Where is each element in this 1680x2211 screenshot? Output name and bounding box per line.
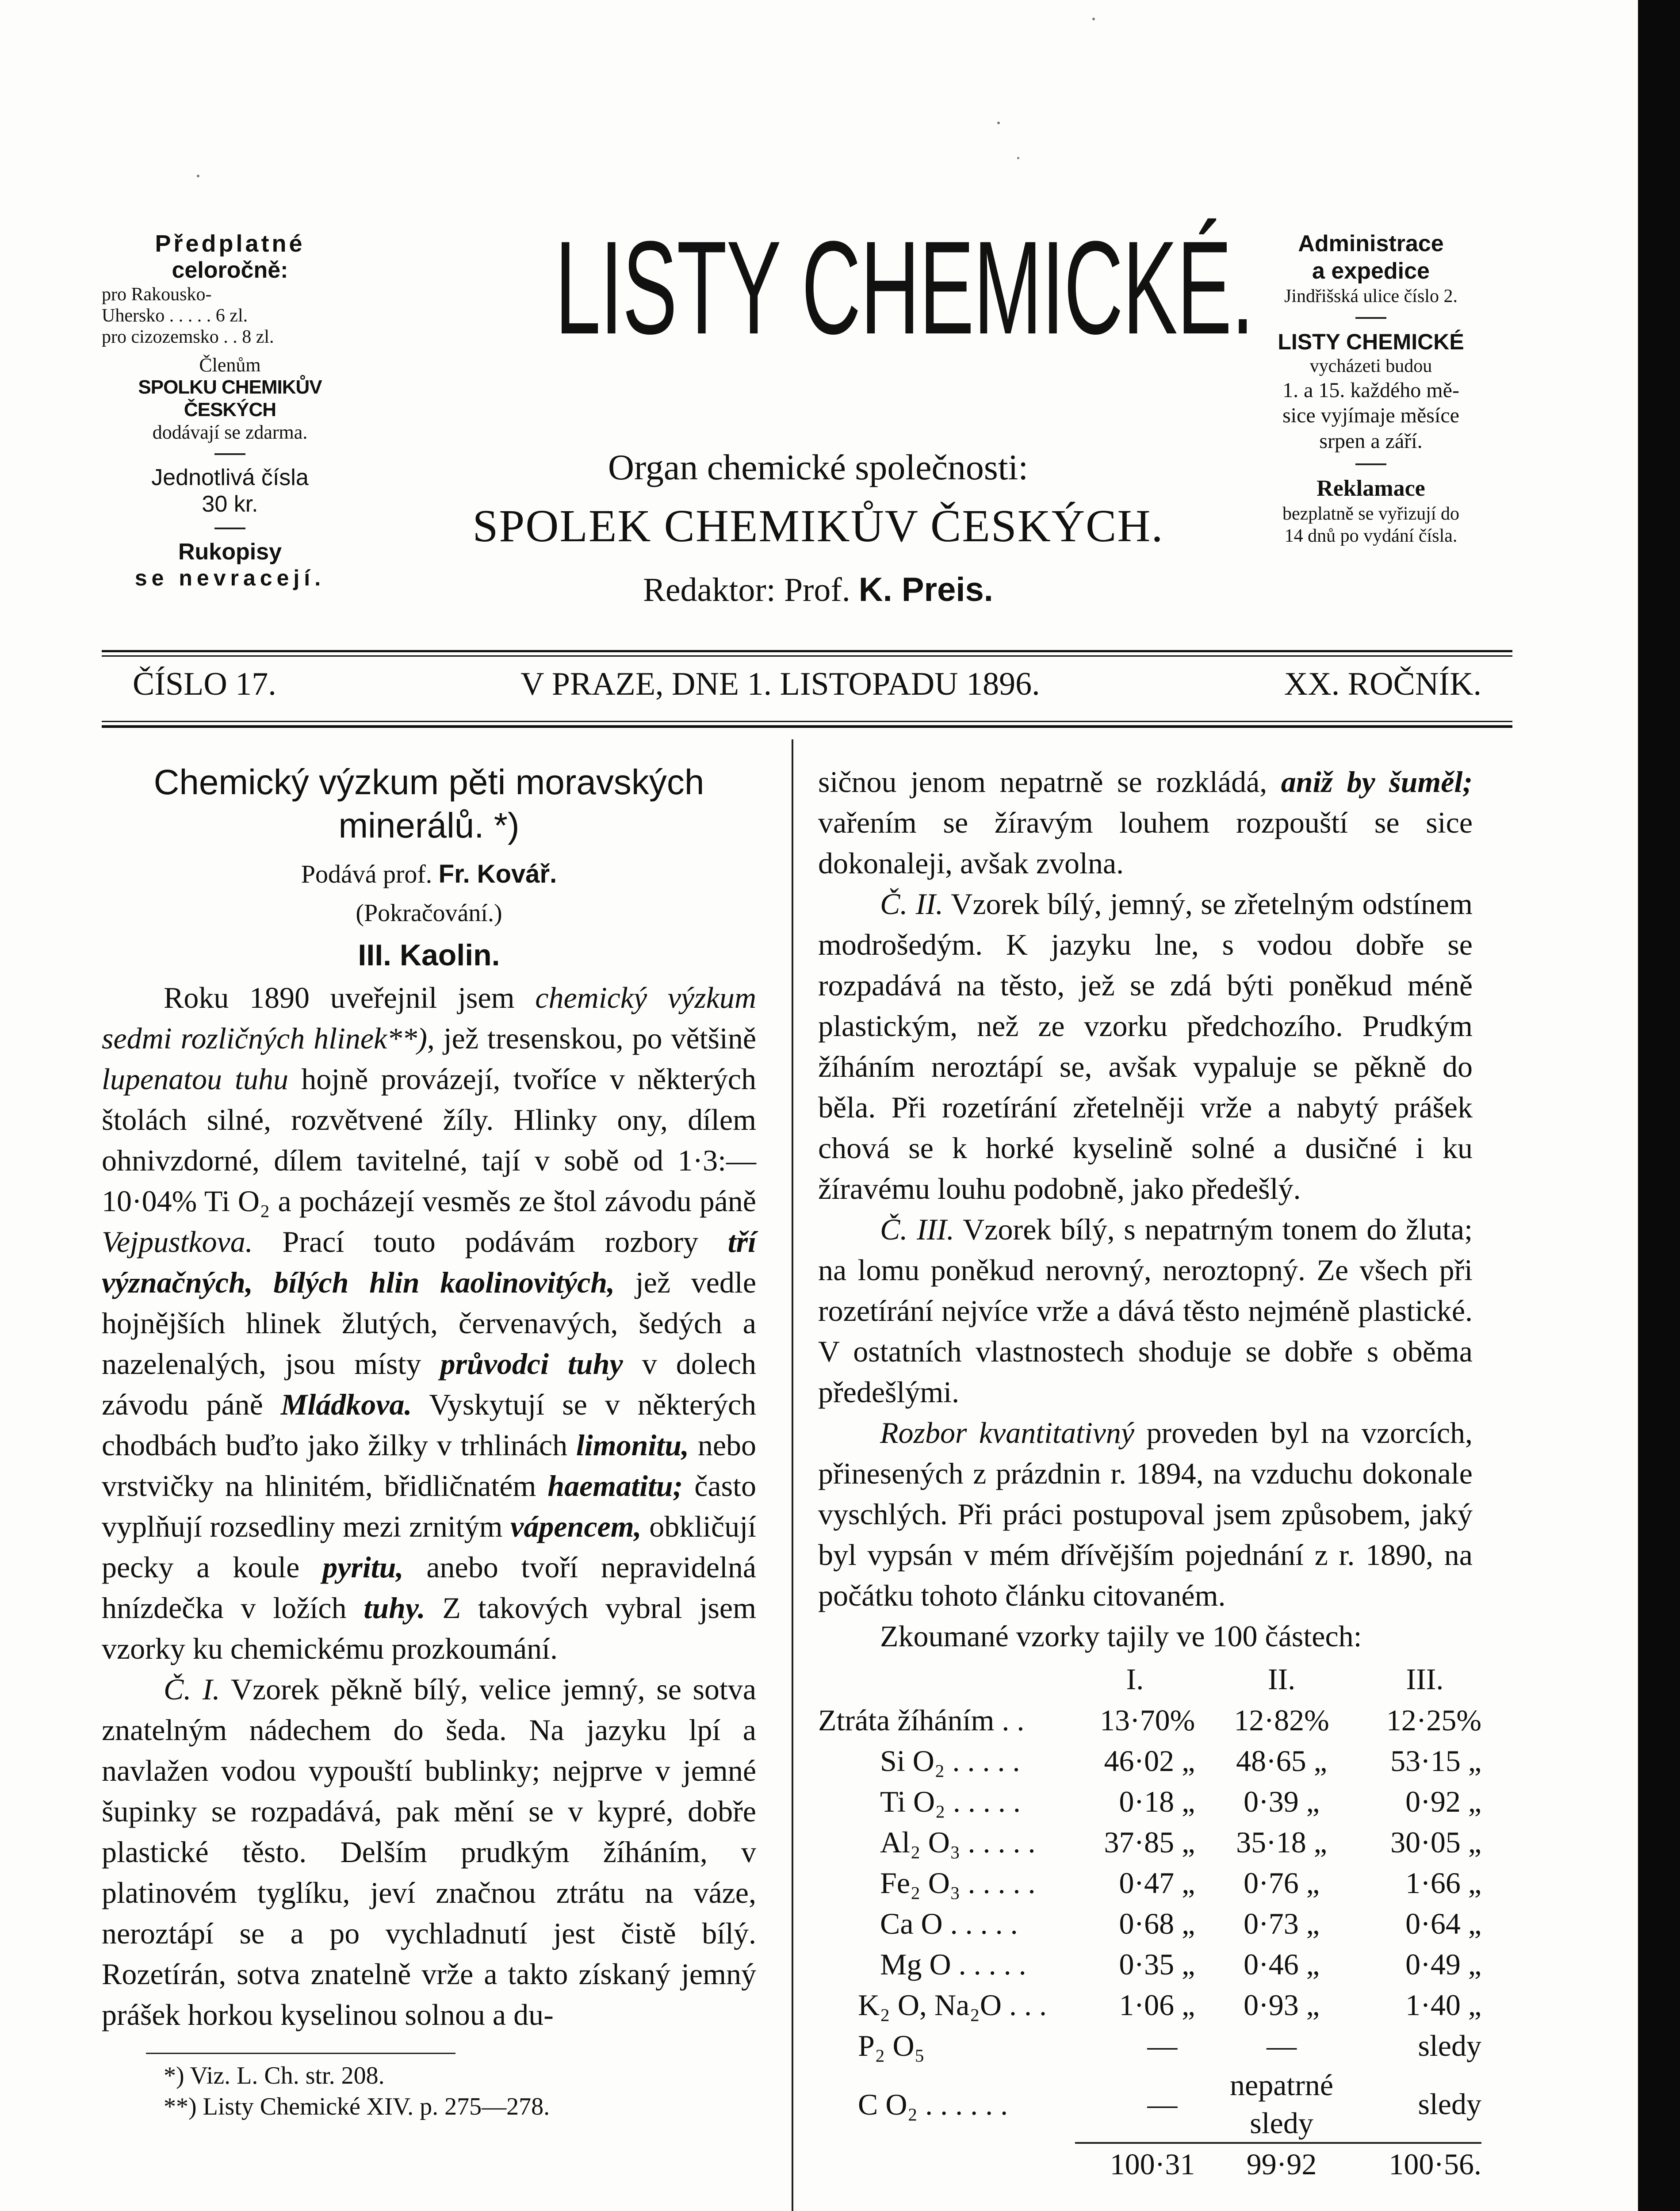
byline — [102, 855, 756, 893]
subscription-period: celoročně: — [172, 257, 288, 283]
editor-name: K. Preis. — [858, 571, 993, 608]
footnote-rule — [146, 2053, 455, 2054]
dateline — [133, 666, 1481, 703]
section-heading: III. Kaolin. — [358, 938, 500, 972]
scan-edge-right — [1638, 0, 1680, 2211]
header-rule-top-thin — [102, 655, 1512, 657]
divider — [1355, 317, 1386, 319]
paragraph-analysis: Rozbor kvantitativný proveden byl na vzorcích, přinesených z prázdnin r. 1894, na vzduchu dokonale vyschlých. Při práci postupoval jsem způsobem, jaký byl vypsán v mém dřívějším pojednání z r. 1890, na počátku tohoto článku citovaném. — [818, 1416, 1473, 1612]
single-issue-label: Jednotlivá čísla — [151, 465, 309, 491]
table-row: Ti O₂ . . . . . 0·18 „ 0·39 „ 0·92 „ — [880, 1785, 1481, 1818]
free-note: dodávají se zdarma. — [152, 421, 308, 443]
article-title: Chemický výzkum pěti moravských minerálů. *) — [153, 762, 704, 845]
manuscripts-note: se nevracejí. — [134, 565, 325, 590]
expedition-heading: a expedice — [1312, 258, 1430, 284]
table-row: Mg O . . . . . 0·35 „ 0·46 „ 0·49 „ — [880, 1947, 1481, 1981]
table-header: I. — [1126, 1662, 1144, 1696]
publication-note: vycházeti budou — [1309, 356, 1432, 377]
table-header-row — [818, 1658, 1481, 1700]
paragraph-sample-3: Č. III. Vzorek bílý, s nepatrným tonem do žluta; na lomu poněkud nerovný, neroztopný. Ze všech při rozetírání nejvíce vrže a dává těsto nejméně plastické. V ostatních vlastnostech shoduje se dobře s oběma předešlými. — [818, 1213, 1473, 1409]
administration-heading: Administrace — [1298, 231, 1444, 256]
manuscripts-label: Rukopisy — [178, 539, 282, 565]
editor-line — [398, 570, 1238, 609]
footnote-2: **) Listy Chemické XIV. p. 275—278. — [164, 2093, 550, 2120]
subscription-heading: Předplatné — [155, 230, 305, 257]
members-label: Členům — [199, 354, 261, 376]
paragraph-intro: Roku 1890 uveřejnil jsem chemický výzkum sedmi rozličných hlinek**), jež tresenskou, po většině lupenatou tuhu hojně provázejí, tvoříce v některých štolách silné, rozvětvené žíly. Hlinky ony, dílem ohnivzdorné, dílem tavitelné, tají v sobě od 1·3:— 10·04% Ti O₂ a pocházejí vesměs ze štol závodu páně Vejpustkova. Prací touto podávám rozbory tří význačných, bílých hlin kaolinovitých, jež vedle hojnějších hlinek žlutých, červenavých, šedých a nazelenalých, jsou místy průvodci tuhy v dolech závodu páně Mládkova. Vyskytují se v některých chodbách buďto jako žilky v trhlinách limonitu, nebo vrstvičky na hlinitém, břidličnatém haematitu; často vyplňují rozsedliny mezi zrnitým vápencem, obkličují pecky a koule pyritu, anebo tvoří nepravidelná hnízdečka v ložích tuhy. Z takových vybral jsem vzorky ku chemickému prozkoumání. — [102, 981, 757, 1665]
price-austria-label: pro Rakousko- — [102, 284, 212, 305]
table-sum-row: 100·31 99·92 100·56. — [818, 2143, 1481, 2184]
journal-name-small: LISTY CHEMICKÉ — [1278, 329, 1464, 355]
administration-info — [1229, 230, 1512, 547]
table-row: Fe₂ O₃ . . . . . 0·47 „ 0·76 „ 1·66 „ — [880, 1866, 1481, 1900]
society-line: SPOLEK CHEMIKŮV ČESKÝCH. — [472, 501, 1164, 551]
table-intro: Zkoumané vzorky tajily ve 100 částech: — [880, 1619, 1362, 1653]
address: Jindřišská ulice číslo 2. — [1284, 286, 1458, 306]
paragraph-sample-1: Č. I. Vzorek pěkně bílý, velice jemný, se sotva znatelným nádechem do šeda. Na jazyku lpí a navlažen vodou vypouští bublinky; nejprve v jemné šupinky se rozpadává, pak mění se v kypré, dobře plastické těsto. Delším prudkým žíháním, v platinovém tyglíku, jeví značnou ztrátu na váze, neroztápí se a po vychladnutí jest čistě bílý. Rozetírán, sotva znatelně vrže a takto získaný jemný prášek horkou kyselinou solnou a du- — [102, 1672, 756, 2031]
paragraph-continued: sičnou jenom nepatrně se rozkládá, aniž by šuměl; vařením se žíravým louhem rozpouští se sice dokonaleji, avšak zvolna. — [818, 765, 1473, 880]
divider — [1355, 463, 1386, 465]
journal-title: LISTY CHEMICKÉ. — [555, 213, 1254, 362]
schedule-line-3: srpen a září. — [1319, 429, 1423, 453]
table-row: Ca O . . . . . 0·68 „ 0·73 „ 0·64 „ — [880, 1907, 1481, 1940]
complaints-heading: Reklamace — [1316, 476, 1425, 501]
issue-number: ČÍSLO 17. — [133, 666, 276, 702]
complaints-note-1: bezplatně se vyřizují do — [1282, 503, 1460, 524]
continuation-note: (Pokračování.) — [356, 899, 502, 927]
footnote-1: *) Viz. L. Ch. str. 208. — [164, 2062, 385, 2089]
table-row: C O₂ . . . . . . — nepatrné sledy sledy — [858, 2068, 1481, 2140]
left-column — [102, 761, 756, 2122]
table-row: Si O₂ . . . . . 46·02 „ 48·65 „ 53·15 „ — [880, 1744, 1481, 1778]
editor-label: Redaktor: Prof. — [643, 571, 850, 608]
price-abroad: pro cizozemsko . . 8 zl. — [102, 327, 274, 348]
table-header — [818, 1658, 1075, 1700]
column-separator — [792, 739, 793, 2211]
price-austria: Uhersko . . . . . 6 zl. — [102, 306, 248, 326]
schedule-line-2: sice vyjímaje měsíce — [1282, 404, 1459, 428]
volume: XX. ROČNÍK. — [1284, 666, 1481, 702]
schedule-line-1: 1. a 15. každého mě- — [1282, 378, 1459, 402]
table-row: Al₂ O₃ . . . . . 37·85 „ 35·18 „ 30·05 „ — [880, 1825, 1481, 1859]
table-row: P₂ O₅ — — sledy — [858, 2029, 1481, 2062]
table-row: K₂ O, Na₂O . . . 1·06 „ 0·93 „ 1·40 „ — [858, 1988, 1481, 2022]
organ-line: Organ chemické společnosti: — [608, 447, 1029, 487]
divider — [214, 528, 245, 529]
scan-speck — [997, 122, 1000, 124]
table-header: III. — [1406, 1662, 1444, 1696]
author-name: Fr. Kovář. — [438, 860, 557, 888]
divider — [214, 453, 245, 455]
table-row: Ztráta žíháním . . 13·70% 12·82% 12·25% — [818, 1703, 1481, 1737]
byline-prefix: Podává prof. — [301, 860, 432, 888]
scan-speck — [1017, 157, 1019, 159]
paragraph-sample-2: Č. II. Vzorek bílý, jemný, se zřetelným odstínem modrošedým. K jazyku lne, s vodou dobře se rozpadává na těsto, jež se zdá býti poněkud méně plastickým, než ze vzorku předchozího. Prudkým žíháním neroztápí se, avšak vypaluje se pěkně do běla. Při rozetírání zřetelněji vrže a nabytý prášek chová se k horké kyselině solné a dusičné i ku žíravému louhu podobně, jako předešlý. — [818, 887, 1473, 1205]
scan-speck — [197, 175, 199, 177]
scan-speck — [1092, 18, 1095, 20]
analysis-table — [818, 1658, 1481, 2184]
table-header: II. — [1267, 1662, 1296, 1696]
issue-date: V PRAZE, DNE 1. LISTOPADU 1896. — [520, 666, 1040, 702]
single-issue-price: 30 kr. — [202, 491, 258, 517]
right-column — [818, 761, 1481, 2184]
society-name: SPOLKU CHEMIKŮV ČESKÝCH — [138, 376, 322, 421]
header-rule-bottom-thin — [102, 721, 1512, 722]
subscription-info — [102, 230, 358, 591]
header-rule-bottom — [102, 725, 1512, 728]
complaints-note-2: 14 dnů po vydání čísla. — [1284, 526, 1458, 547]
header-rule-top — [102, 650, 1512, 652]
